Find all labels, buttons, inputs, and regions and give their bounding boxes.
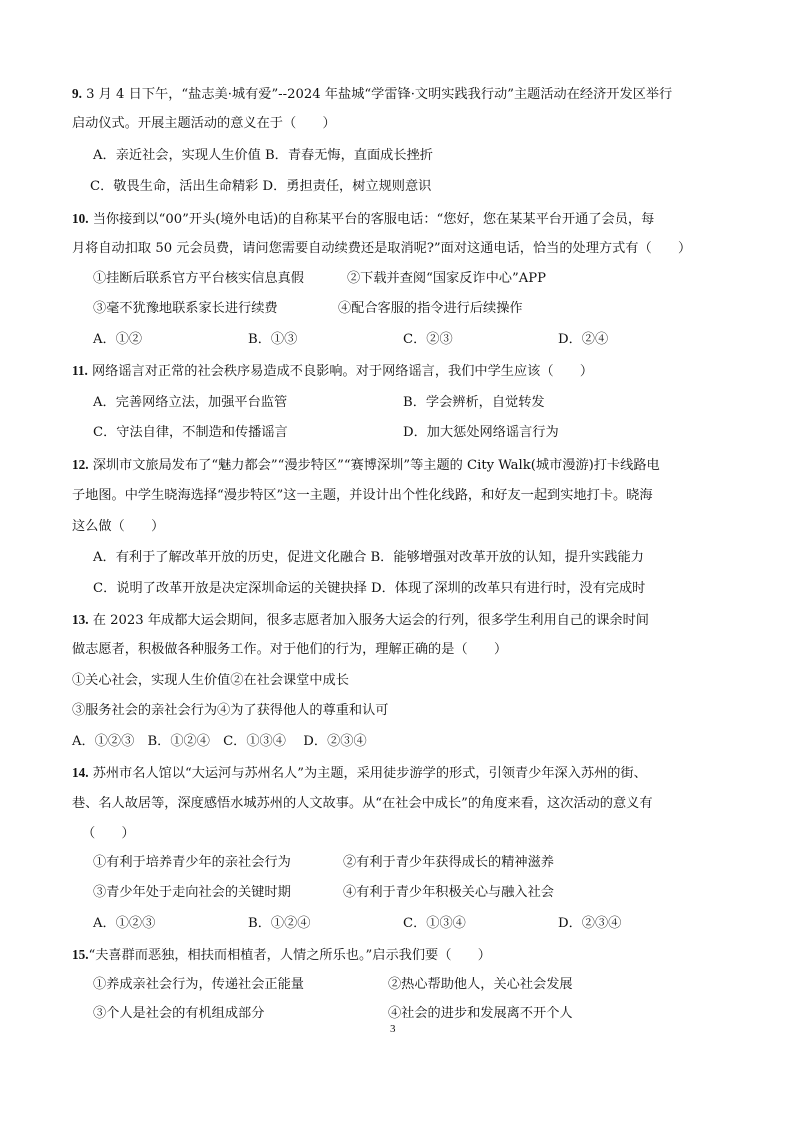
q13-stem-line2: 做志愿者，积极做各种服务工作。对于他们的行为，理解正确的是（ ） <box>72 642 508 657</box>
q12-stem-line3: 这么做（ ） <box>72 519 165 534</box>
q10-option-b: B．①③ <box>248 332 298 347</box>
q9-stem-text1: 3 月 4 日下午，“盐志美·城有爱”--2024 年盐城“学雷锋·文明实践我行动”主题活动在经济开发区举行 <box>86 87 673 102</box>
q14-option-b: B．①②④ <box>248 916 311 931</box>
q10-statement-2: ②下载并查阅“国家反诈中心”APP <box>347 271 547 286</box>
q10-statement-1: ①挂断后联系官方平台核实信息真假 <box>93 271 304 286</box>
q14-statement-3: ③青少年处于走向社会的关键时期 <box>93 885 291 900</box>
q14-stem-line1 <box>72 764 647 783</box>
q9-stem-line2: 启动仪式。开展主题活动的意义在于（ ） <box>72 116 336 131</box>
q13-stem-text1: 在 2023 年成都大运会期间，很多志愿者加入服务大运会的行列，很多学生利用自己的课余时间 <box>92 613 649 628</box>
q12-options-line2: C．说明了改革开放是决定深圳命运的关键抉择 D．体现了深圳的改革只有进行时，没有完成时 <box>93 581 646 596</box>
q14-stem-line2: 巷、名人故居等，深度感悟水城苏州的人文故事。从“在社会中成长”的角度来看，这次活动的意义有 <box>72 796 653 811</box>
q10-stem-text1: 当你接到以“00”开头(境外电话)的自称某平台的客服电话：“您好，您在某某平台开通了会员，每 <box>92 212 655 227</box>
q14-stem-line3: （ ） <box>82 826 135 841</box>
q14-number: 14. <box>72 765 89 780</box>
page-number: 3 <box>390 1023 396 1035</box>
q10-stem-line2: 月将自动扣取 50 元会员费，请问您需要自动续费还是取消呢?”面对这通电话，恰当的处理方式有（ ） <box>72 241 692 256</box>
q13-number: 13. <box>72 612 89 627</box>
q12-stem-text1: 深圳市文旅局发布了“魅力都会”“漫步特区”“赛博深圳”等主题的 City Walk(城市漫游)打卡线路电 <box>92 458 660 473</box>
q13-options: A．①②③ B．①②④ C．①③④ D．②③④ <box>72 734 367 749</box>
q14-option-a: A．①②③ <box>93 916 156 931</box>
q10-statement-4: ④配合客服的指令进行后续操作 <box>338 301 523 316</box>
q13-statements-line1: ①关心社会，实现人生价值②在社会课堂中成长 <box>72 673 349 688</box>
q11-option-d: D．加大惩处网络谣言行为 <box>403 425 559 440</box>
q10-option-d: D．②④ <box>558 332 609 347</box>
q15-number: 15. <box>72 947 89 962</box>
q9-options-line1: A．亲近社会，实现人生价值 B．青春无悔，直面成长挫折 <box>93 148 433 163</box>
q14-statement-2: ②有利于青少年获得成长的精神滋养 <box>343 855 554 870</box>
q11-number: 11. <box>72 363 88 378</box>
q10-number: 10. <box>72 211 89 226</box>
q14-statement-4: ④有利于青少年积极关心与融入社会 <box>343 885 554 900</box>
q15-statement-4: ④社会的进步和发展离不开个人 <box>388 1006 573 1021</box>
q13-stem-line1 <box>72 611 649 630</box>
q14-option-d: D．②③④ <box>558 916 622 931</box>
q11-stem-text1: 网络谣言对正常的社会秩序易造成不良影响。对于网络谣言，我们中学生应该（ ） <box>91 364 594 379</box>
q11-stem-line1 <box>72 362 593 381</box>
q12-stem-line2: 子地图。中学生晓海选择“漫步特区”这一主题，并设计出个性化线路，和好友一起到实地打卡。晓海 <box>72 488 653 503</box>
q14-stem-text1: 苏州市名人馆以“大运河与苏州名人”为主题，采用徒步游学的形式，引领青少年深入苏州的街、 <box>92 766 647 781</box>
q15-stem-text1: “夫喜群而恶独，相扶而相植者，人情之所乐也。”启示我们要（ ） <box>88 948 491 963</box>
q9-options-line2: C．敬畏生命，活出生命精彩 D．勇担责任，树立规则意识 <box>90 179 432 194</box>
q10-option-c: C．②③ <box>403 332 453 347</box>
q14-option-c: C．①③④ <box>403 916 466 931</box>
q10-option-a: A．①② <box>93 332 143 347</box>
q12-options-line1: A．有利于了解改革开放的历史，促进文化融合 B．能够增强对改革开放的认知，提升实践能力 <box>93 550 644 565</box>
q12-stem-line1 <box>72 456 660 475</box>
q15-statement-3: ③个人是社会的有机组成部分 <box>93 1006 265 1021</box>
q15-stem-line1 <box>72 946 491 965</box>
q15-statement-2: ②热心帮助他人，关心社会发展 <box>388 977 573 992</box>
q11-option-b: B．学会辨析，自觉转发 <box>403 395 545 410</box>
q11-option-a: A．完善网络立法，加强平台监管 <box>93 395 288 410</box>
q12-number: 12. <box>72 457 89 472</box>
q15-statement-1: ①养成亲社会行为，传递社会正能量 <box>93 977 304 992</box>
q13-statements-line2: ③服务社会的亲社会行为④为了获得他人的尊重和认可 <box>72 703 389 718</box>
q10-statement-3: ③毫不犹豫地联系家长进行续费 <box>93 301 278 316</box>
q9-stem-line1 <box>72 85 672 104</box>
q9-number: 9. <box>72 86 82 101</box>
q14-statement-1: ①有利于培养青少年的亲社会行为 <box>93 855 291 870</box>
q11-option-c: C．守法自律，不制造和传播谣言 <box>93 425 288 440</box>
q10-stem-line1 <box>72 210 654 229</box>
